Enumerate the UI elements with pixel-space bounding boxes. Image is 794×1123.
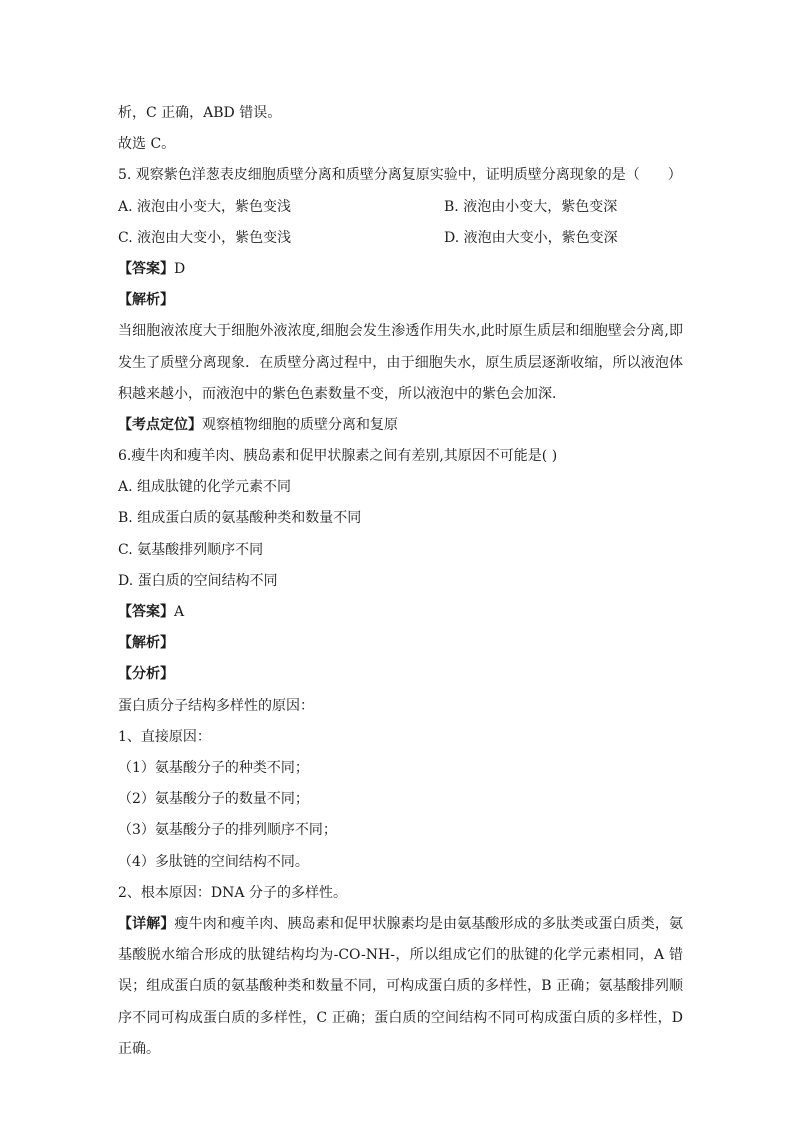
question-5-stem: 5. 观察紫色洋葱表皮细胞质壁分离和质壁分离复原实验中，证明质壁分离现象的是（ ） (118, 167, 682, 184)
detail-tag: 【详解】 (118, 915, 175, 932)
q5-knowledge-point (118, 410, 683, 441)
q6-option-d: D. 蛋白质的空间结构不同 (118, 572, 278, 589)
fenxi-tag: 【分析】 (118, 666, 174, 683)
answer-tag: 【答案】 (118, 260, 174, 277)
q6-option-a: A. 组成肽键的化学元素不同 (118, 479, 292, 496)
question-6-stem: 6.瘦牛肉和瘦羊肉、胰岛素和促甲状腺素之间有差别,其原因不可能是( ) (118, 448, 558, 465)
q6-fenxi-heading (118, 659, 683, 690)
q5-option-c: C. 液泡由大变小，紫色变浅 (118, 229, 292, 246)
q5-option-b: B. 液泡由小变大，紫色变深 (444, 198, 618, 215)
q6-option-b: B. 组成蛋白质的氨基酸种类和数量不同 (118, 510, 362, 527)
q6-option-c: C. 氨基酸排列顺序不同 (118, 541, 264, 558)
q6-answer (118, 597, 683, 628)
prev-answer-choice: 故选 C。 (118, 136, 176, 153)
answer-tag: 【答案】 (118, 604, 174, 621)
fenxi-line: 2、根本原因：DNA 分子的多样性。 (118, 884, 347, 901)
q5-option-a: A. 液泡由小变大，紫色变浅 (118, 198, 292, 215)
question-5-options (118, 192, 683, 254)
fenxi-line: （2）氨基酸分子的数量不同； (118, 791, 309, 808)
knowledge-point-tag: 【考点定位】 (118, 416, 202, 433)
answer-value: A (174, 604, 185, 621)
analysis-tag: 【解析】 (118, 635, 174, 652)
answer-value: D (174, 260, 186, 277)
q6-detail (118, 909, 683, 1065)
fenxi-line: 蛋白质分子结构多样性的原因： (118, 697, 314, 714)
detail-text: 瘦牛肉和瘦羊肉、胰岛素和促甲状腺素均是由氨基酸形成的多肽类或蛋白质类，氨基酸脱水缩合形成的肽键结构均为-CO-NH-，所以组成它们的肽键的化学元素相同，A 错误；组成蛋白质的氨基酸种类和数量不同，可构成蛋白质的多样性，B 正确；氨基酸排列顺序不同可构成蛋白质的多样性，C 正确；蛋白质的空间结构不同可构成蛋白质的多样性，D 正确。 (118, 915, 684, 1057)
q5-answer (118, 254, 683, 285)
analysis-tag: 【解析】 (118, 292, 174, 309)
q5-analysis-text: 当细胞液浓度大于细胞外液浓度,细胞会发生渗透作用失水,此时原生质层和细胞壁会分离,即发生了质壁分离现象．在质壁分离过程中，由于细胞失水，原生质层逐渐收缩，所以液泡体积越来越小，而液泡中的紫色色素数量不变，所以液泡中的紫色会加深． (118, 323, 683, 402)
knowledge-point-text: 观察植物细胞的质壁分离和复原 (202, 416, 398, 433)
q6-analysis-heading (118, 628, 683, 659)
q5-option-d: D. 液泡由大变小，紫色变深 (444, 229, 618, 246)
fenxi-line: （3）氨基酸分子的排列顺序不同； (118, 822, 337, 839)
fenxi-line: （4）多肽链的空间结构不同。 (118, 853, 309, 870)
document-page (118, 98, 683, 1065)
fenxi-line: （1）氨基酸分子的种类不同； (118, 759, 309, 776)
fenxi-line: 1、直接原因： (118, 728, 211, 745)
prev-answer-tail: 析，C 正确，ABD 错误。 (118, 105, 282, 121)
q5-analysis-heading (118, 285, 683, 316)
